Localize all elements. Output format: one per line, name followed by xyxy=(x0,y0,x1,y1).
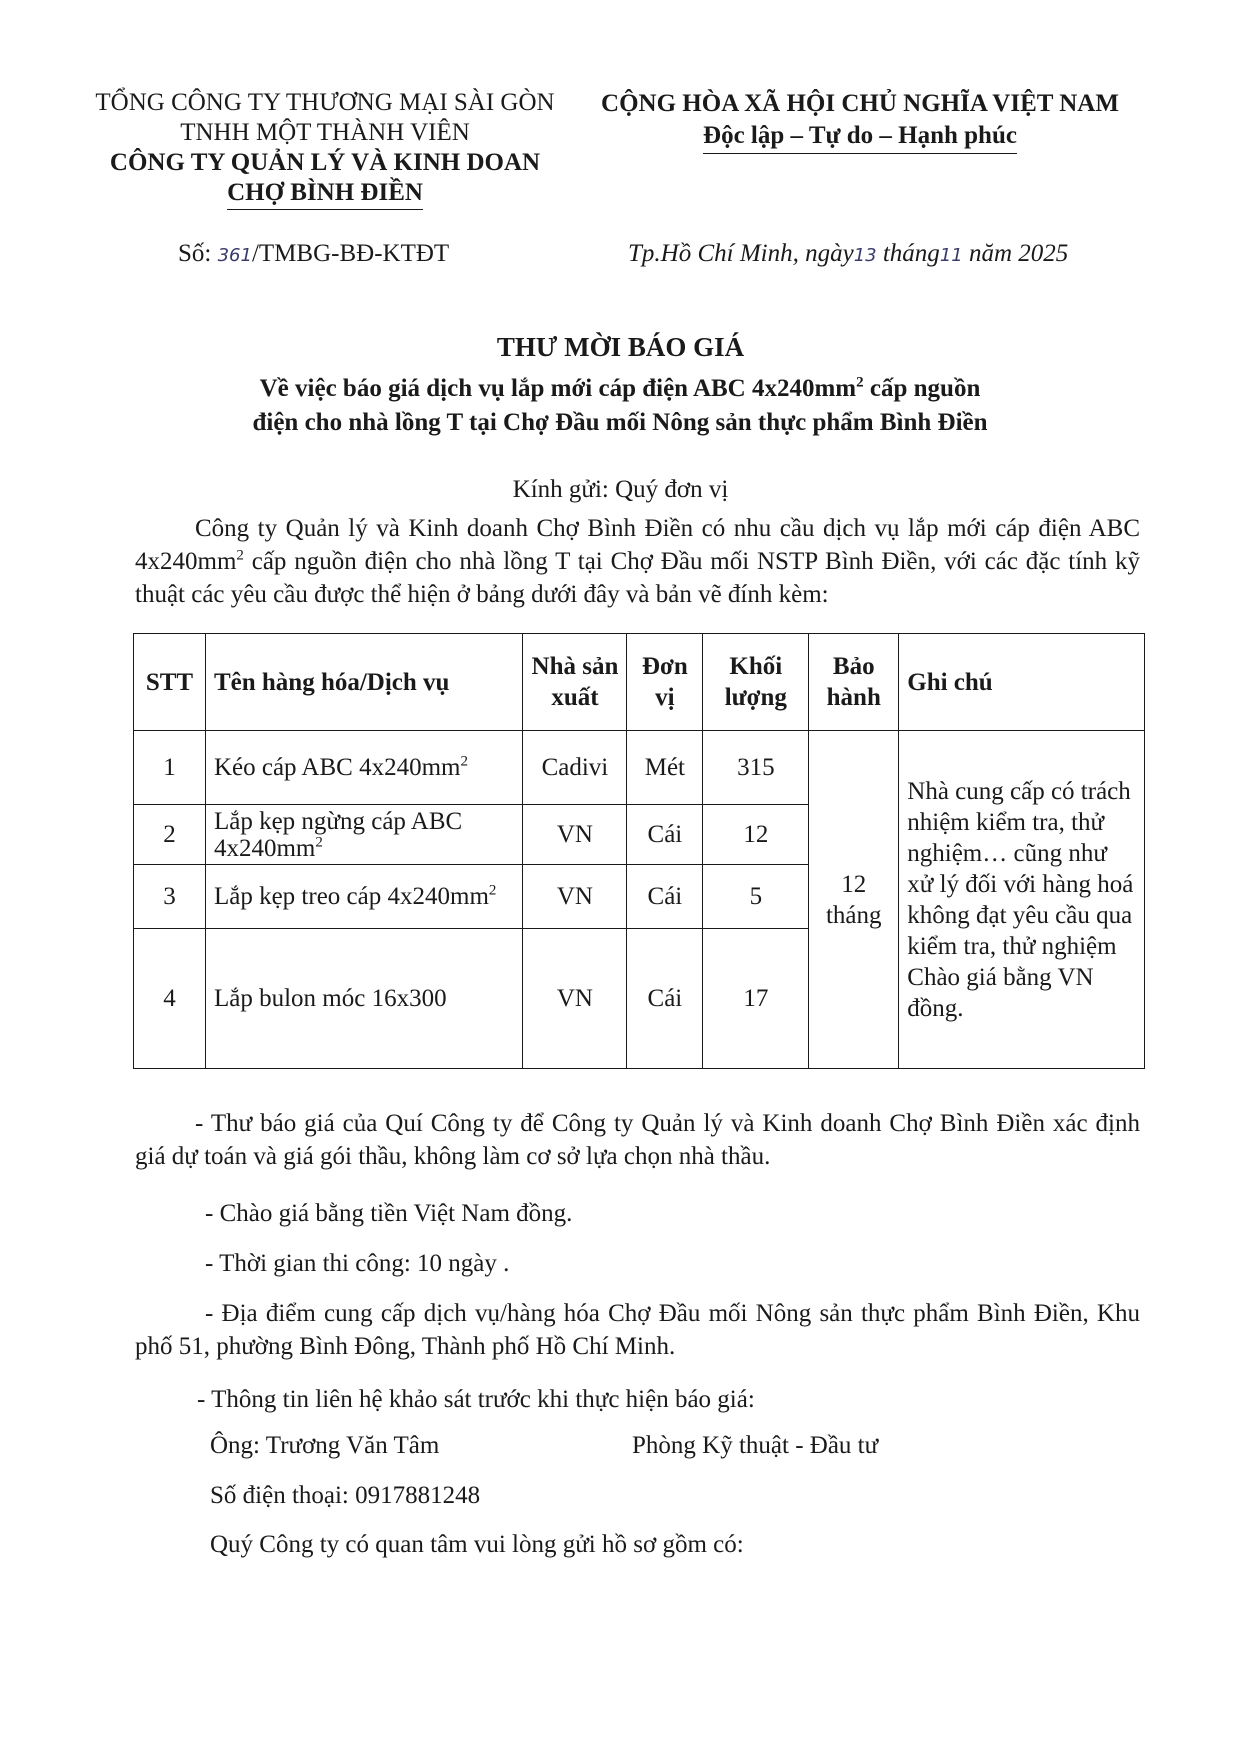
issuer-company-line1: CÔNG TY QUẢN LÝ VÀ KINH DOAN xyxy=(109,149,541,176)
row-stt: 1 xyxy=(134,731,206,805)
closing-line: Quý Công ty có quan tâm vui lòng gửi hồ sơ gồm có: xyxy=(210,1531,744,1558)
bullet-location xyxy=(135,1297,1140,1363)
reference-handwritten-number: 361 xyxy=(217,245,252,266)
warranty-text: 12 tháng xyxy=(825,870,882,929)
row-unit: Mét xyxy=(627,731,703,805)
date-line xyxy=(628,240,1068,268)
row-maker: VN xyxy=(523,865,627,929)
row-qty: 5 xyxy=(703,865,809,929)
note-text-2: Chào giá bằng VN đồng. xyxy=(907,963,1094,1022)
row-name xyxy=(205,805,523,865)
bullet-duration: - Thời gian thi công: 10 ngày . xyxy=(205,1250,510,1277)
row-maker: Cadivi xyxy=(523,731,627,805)
table-header-row xyxy=(134,634,1145,731)
row-name xyxy=(205,929,523,1069)
issuer-company-line2-wrap xyxy=(90,178,560,210)
row-unit: Cái xyxy=(627,929,703,1069)
intro-text-a: Công ty Quản lý và Kinh doanh Chợ Bình Điền có nhu cầu dịch vụ lắp mới cáp điện ABC 4x240mm xyxy=(135,515,1140,575)
header-maker: Nhà sản xuất xyxy=(523,634,627,731)
national-motto: Độc lập – Tự do – Hạnh phúc xyxy=(703,120,1017,154)
row-name-text: Lắp kẹp ngừng cáp ABC 4x240mm xyxy=(213,807,463,862)
contact-department: Phòng Kỹ thuật - Đầu tư xyxy=(632,1432,879,1459)
reference-number xyxy=(178,240,449,268)
bullet-purpose xyxy=(135,1107,1140,1173)
note-cell xyxy=(899,731,1145,1069)
row-unit: Cái xyxy=(627,805,703,865)
goods-table xyxy=(133,633,1145,1069)
document-title: THƯ MỜI BÁO GIÁ xyxy=(496,332,745,362)
bullet-contact-intro: - Thông tin liên hệ khảo sát trước khi thực hiện báo giá: xyxy=(197,1386,755,1413)
motto-wrap xyxy=(580,120,1140,154)
document-subtitle xyxy=(120,372,1120,440)
row-name-sup: 2 xyxy=(315,834,323,851)
row-qty: 315 xyxy=(703,731,809,805)
row-name-text: Lắp kẹp treo cáp 4x240mm xyxy=(213,883,489,910)
bullet-purpose-text: - Thư báo giá của Quí Công ty để Công ty Quản lý và Kinh doanh Chợ Bình Điền xác định giá dự toán và giá gói thầu, không làm cơ sở lựa chọn nhà thầu. xyxy=(135,1110,1140,1170)
row-name xyxy=(205,731,523,805)
header-name: Tên hàng hóa/Dịch vụ xyxy=(205,634,523,731)
national-name: CỘNG HÒA XÃ HỘI CHỦ NGHĨA VIỆT NAM xyxy=(601,90,1119,117)
row-name-sup: 2 xyxy=(488,882,497,899)
date-part3: năm 2025 xyxy=(962,240,1069,267)
issuer-parent-line2: TNHH MỘT THÀNH VIÊN xyxy=(180,119,470,146)
row-stt: 4 xyxy=(134,929,206,1069)
row-name-text: Lắp bulon móc 16x300 xyxy=(213,984,447,1012)
row-qty: 12 xyxy=(703,805,809,865)
date-day-handwritten: 13 xyxy=(853,245,877,266)
subtitle-line1-b: cấp nguồn xyxy=(863,375,981,402)
bullet-currency: - Chào giá bằng tiền Việt Nam đồng. xyxy=(205,1200,573,1227)
row-maker: VN xyxy=(523,929,627,1069)
table-row xyxy=(134,731,1145,805)
note-text: Nhà cung cấp có trách nhiệm kiểm tra, thử nghiệm… cũng như xử lý đối với hàng hoá không đạt yêu cầu qua kiểm tra, thử nghiệm xyxy=(907,777,1134,960)
header-warranty: Bảo hành xyxy=(809,634,899,731)
subtitle-line1-a: Về việc báo giá dịch vụ lắp mới cáp điện ABC 4x240mm xyxy=(259,375,857,402)
greeting: Kính gửi: Quý đơn vị xyxy=(512,476,729,503)
row-unit: Cái xyxy=(627,865,703,929)
date-part2: tháng xyxy=(876,240,940,267)
reference-prefix: Số: xyxy=(178,240,218,267)
subtitle-line2: điện cho nhà lồng T tại Chợ Đầu mối Nông sản thực phẩm Bình Điền xyxy=(252,409,988,436)
intro-text-b: cấp nguồn điện cho nhà lồng T tại Chợ Đầu mối NSTP Bình Điền, với các đặc tính kỹ thuật các yêu cầu được thể hiện ở bảng dưới đây và bản vẽ đính kèm: xyxy=(135,548,1140,608)
issuer-block xyxy=(90,88,560,210)
header-stt: STT xyxy=(134,634,206,731)
intro-paragraph xyxy=(135,512,1140,611)
header-unit: Đơn vị xyxy=(627,634,703,731)
contact-person: Ông: Trương Văn Tâm xyxy=(210,1432,440,1459)
date-month-handwritten: 11 xyxy=(939,245,963,266)
reference-suffix: /TMBG-BĐ-KTĐT xyxy=(251,240,450,267)
subtitle-sup: 2 xyxy=(856,374,864,391)
warranty-cell xyxy=(809,731,899,1069)
row-qty: 17 xyxy=(703,929,809,1069)
row-name-text: Kéo cáp ABC 4x240mm xyxy=(213,753,461,781)
bullet-location-text: - Địa điểm cung cấp dịch vụ/hàng hóa Chợ Đầu mối Nông sản thực phẩm Bình Điền, Khu phố 51, phường Bình Đông, Thành phố Hồ Chí Minh. xyxy=(135,1300,1140,1360)
contact-phone: Số điện thoại: 0917881248 xyxy=(210,1482,481,1509)
intro-sup: 2 xyxy=(236,547,244,564)
issuer-parent-line1: TỔNG CÔNG TY THƯƠNG MẠI SÀI GÒN xyxy=(95,89,555,116)
row-name-sup: 2 xyxy=(460,753,468,770)
national-motto-block xyxy=(580,88,1140,154)
row-stt: 2 xyxy=(134,805,206,865)
header-note: Ghi chú xyxy=(899,634,1145,731)
date-part1: Tp.Hồ Chí Minh, ngày xyxy=(628,240,854,267)
subtitle-line1 xyxy=(120,372,1120,406)
row-name xyxy=(205,865,523,929)
row-maker: VN xyxy=(523,805,627,865)
issuer-company-line2: CHỢ BÌNH ĐIỀN xyxy=(227,178,423,210)
row-stt: 3 xyxy=(134,865,206,929)
header-qty: Khối lượng xyxy=(703,634,809,731)
